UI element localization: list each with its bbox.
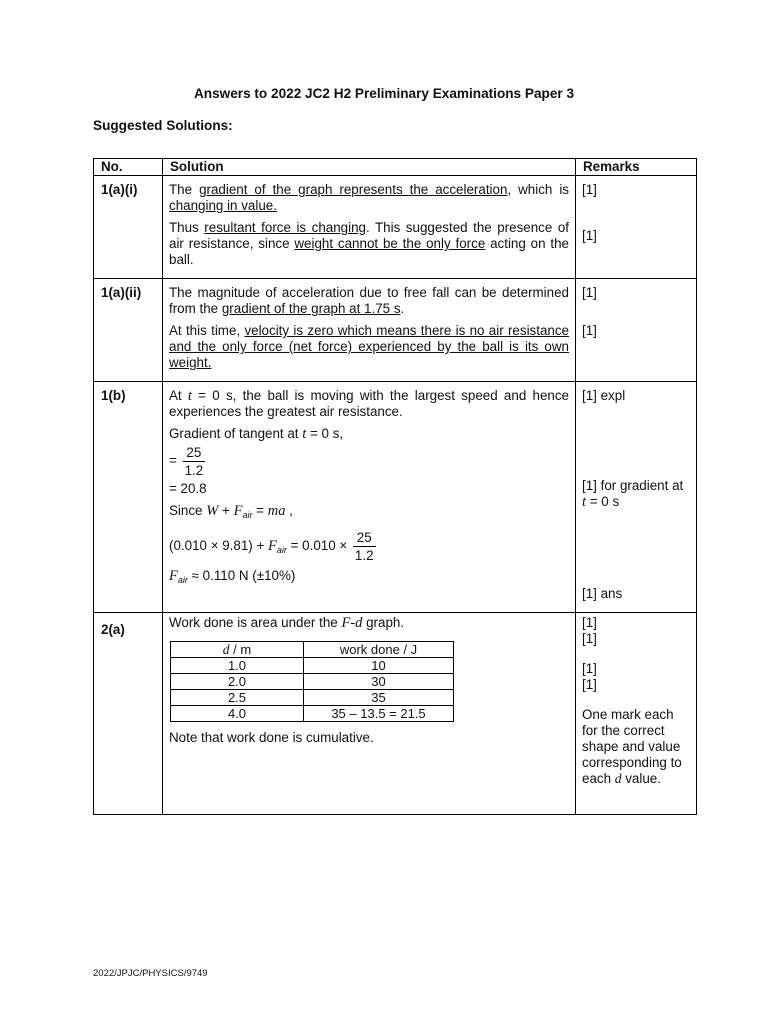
inner-table-header <box>171 642 454 658</box>
text: , which is <box>507 182 569 197</box>
variable: F <box>268 538 277 555</box>
remarks-cell <box>576 176 697 279</box>
key-point: gradient of the graph represents the acceleration <box>199 182 508 197</box>
question-number: 1(b) <box>94 382 163 613</box>
variable: d <box>614 771 622 786</box>
text: The <box>169 182 200 197</box>
table-row <box>171 690 454 706</box>
text: One mark each for the correct shape and value corresponding to each <box>582 707 682 786</box>
solutions-table <box>93 158 697 815</box>
solution-paragraph <box>169 285 569 317</box>
solution-cell <box>163 279 576 382</box>
text: . <box>400 301 405 316</box>
text: At <box>169 388 188 403</box>
fraction <box>183 444 206 479</box>
equation-line <box>169 503 569 523</box>
text: Work done is area under the <box>169 615 342 630</box>
variable: W <box>206 503 219 519</box>
table-header-row <box>94 159 697 176</box>
solution-paragraph <box>169 182 569 214</box>
numerator: 25 <box>353 529 376 547</box>
solution-paragraph <box>169 426 569 442</box>
gradient-equation <box>169 444 569 479</box>
header-solution: Solution <box>163 159 576 176</box>
key-point: resultant force is changing <box>204 220 366 235</box>
text: Gradient of tangent at <box>169 426 303 441</box>
key-point: changing in value. <box>169 198 277 213</box>
mark: [1] <box>582 677 597 692</box>
text: acting on the ball. <box>169 236 569 267</box>
mark: [1] <box>582 285 597 300</box>
text: At this time, <box>169 323 245 338</box>
header-work-done: work done / J <box>304 642 454 658</box>
key-point: weight cannot be the only force <box>294 236 486 251</box>
mark: [1] ans <box>582 586 623 601</box>
solution-paragraph <box>169 615 569 631</box>
mark: [1] <box>582 323 597 338</box>
header-d <box>171 642 304 658</box>
numerator: 25 <box>183 444 206 462</box>
table-row <box>171 658 454 674</box>
text: s, the ball is moving with the largest speed and hence experiences the greatest air resistance. <box>169 388 570 419</box>
text: s, <box>329 426 344 441</box>
text: / m <box>229 642 252 657</box>
variable: t <box>302 426 307 442</box>
fraction <box>353 529 376 564</box>
text: value. <box>621 771 661 786</box>
variable: F-d <box>341 615 363 631</box>
header-no: No. <box>94 159 163 176</box>
denominator: 1.2 <box>184 463 204 478</box>
section-heading: Suggested Solutions: <box>93 118 233 133</box>
text: (0.010 × 9.81) + <box>169 538 269 554</box>
mark: [1] <box>582 615 597 630</box>
subscript: air <box>177 575 188 585</box>
gradient-result: = 20.8 <box>169 481 207 496</box>
mark <box>582 494 692 510</box>
answer-line <box>169 568 569 588</box>
text: graph. <box>362 615 405 630</box>
text: = 0 s <box>586 494 620 509</box>
text: The magnitude of acceleration due to free fall can be determined from the <box>169 285 569 316</box>
solution-cell <box>163 382 576 613</box>
solution-paragraph <box>169 323 569 371</box>
cell-work: 30 <box>304 674 454 690</box>
subscript: air <box>242 510 253 520</box>
table-row <box>94 382 697 613</box>
table-row <box>171 674 454 690</box>
work-done-table <box>170 641 454 722</box>
text: + <box>218 503 234 518</box>
equals-sign: = <box>169 453 177 469</box>
footer-code: 2022/JPJC/PHYSICS/9749 <box>93 968 208 979</box>
header-remarks: Remarks <box>576 159 697 176</box>
key-point: velocity is zero which means there is no air resistance and the only force (net force) experienced by the ball is its own weight. <box>169 323 569 370</box>
variable: t <box>187 388 192 404</box>
mark: [1] expl <box>582 388 626 403</box>
question-number: 1(a)(i) <box>94 176 163 279</box>
text: Thus <box>169 220 205 235</box>
variable: F <box>169 568 178 584</box>
solution-paragraph <box>169 388 569 420</box>
text: Since <box>169 503 207 518</box>
subscript: air <box>276 545 287 556</box>
text: ≈ 0.110 N (±10%) <box>187 568 296 583</box>
solution-cell <box>163 176 576 279</box>
key-point: gradient of the graph at 1.75 s <box>221 301 401 316</box>
mark: [1] <box>582 631 597 646</box>
remarks-cell <box>576 613 697 815</box>
remarks-cell <box>576 279 697 382</box>
text: = 0 <box>306 426 330 441</box>
variable: F <box>233 503 243 519</box>
cell-work: 35 – 13.5 = 21.5 <box>304 706 454 722</box>
mark: [1] <box>582 228 597 243</box>
mark: [1] for gradient at <box>582 478 684 493</box>
mark: [1] <box>582 661 597 676</box>
table-row <box>171 706 454 722</box>
mark: [1] <box>582 182 597 197</box>
solution-cell <box>163 613 576 815</box>
cell-d: 1.0 <box>171 658 304 674</box>
question-number: 1(a)(ii) <box>94 279 163 382</box>
variable: ma <box>267 503 286 519</box>
variable: d <box>222 642 230 657</box>
page-title: Answers to 2022 JC2 H2 Preliminary Examinations Paper 3 <box>193 86 575 101</box>
table-row <box>94 176 697 279</box>
solution-paragraph <box>169 220 569 268</box>
cell-work: 10 <box>304 658 454 674</box>
table-row <box>94 279 697 382</box>
denominator: 1.2 <box>354 548 374 563</box>
text: . This suggested the presence of air resistance, since <box>169 220 569 251</box>
cell-d: 2.5 <box>171 690 304 706</box>
text: , <box>285 503 293 518</box>
calculation-line <box>169 529 569 564</box>
note: Note that work done is cumulative. <box>169 730 374 745</box>
text: = 0 <box>191 388 220 403</box>
cell-work: 35 <box>304 690 454 706</box>
table-row <box>94 613 697 815</box>
variable: t <box>582 494 587 510</box>
text: = 0.010 × <box>286 538 351 554</box>
marking-note <box>582 707 692 787</box>
question-number: 2(a) <box>94 613 163 815</box>
cell-d: 4.0 <box>171 706 304 722</box>
text: = <box>252 503 268 518</box>
remarks-cell <box>576 382 697 613</box>
cell-d: 2.0 <box>171 674 304 690</box>
